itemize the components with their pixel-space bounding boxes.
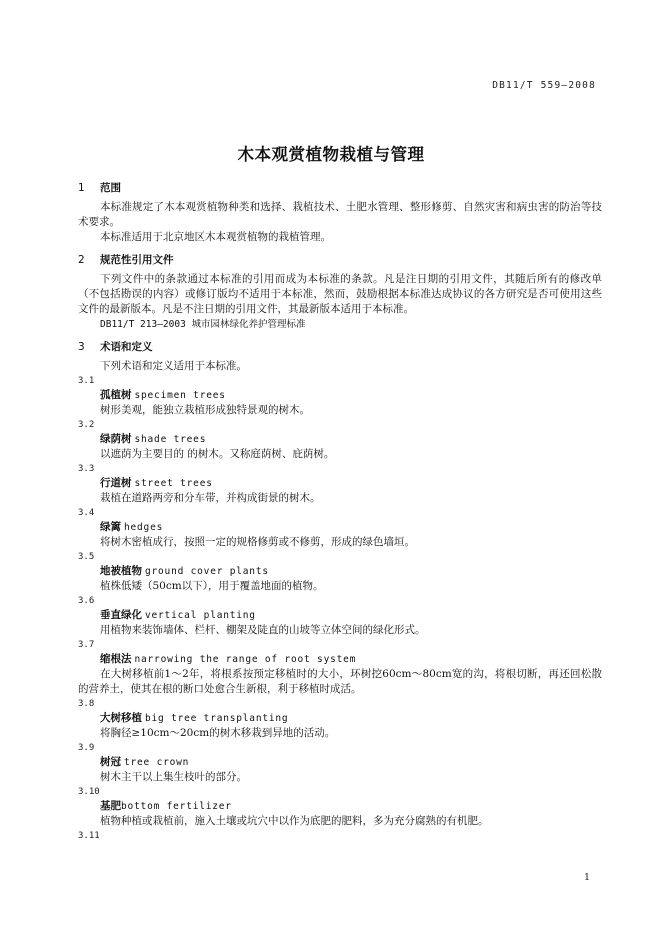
term-chinese: 绿篱: [100, 521, 121, 533]
term-english: street trees: [134, 478, 213, 489]
term-number: 3.7: [78, 640, 95, 650]
scope-paragraph-1: 本标准规定了木本观赏植物种类和选择、栽植技术、土肥水管理、整形修剪、自然灾害和病虫害的防治等技术要求。: [78, 201, 602, 228]
term-entry: [78, 638, 602, 697]
term-definition: 栽植在道路两旁和分车带，并构成街景的树木。: [100, 492, 321, 504]
term-definition: 植株低矮（50cm以下），用于覆盖地面的植物。: [100, 580, 324, 592]
term-number: 3.3: [78, 464, 95, 474]
term-number: 3.9: [78, 743, 95, 753]
term-definition: 在大树移植前1～2年，将根系按预定移植时的大小，环树挖60cm～80cm宽的沟，将根切断，再还回松散的营养土，使其在根的断口处愈合生新根，利于移植时成活。: [78, 668, 602, 695]
term-definition: 以遮荫为主要目的 的树木。又称庭荫树、庇荫树。: [100, 448, 335, 460]
term-entry: [78, 785, 602, 829]
term-english: ground cover plants: [145, 566, 269, 577]
term-definition: 用植物来装饰墙体、栏杆、棚架及陡直的山坡等立体空间的绿化形式。: [100, 624, 426, 636]
term-definition: 树木主干以上集生枝叶的部分。: [100, 771, 247, 783]
standard-code: DB11/T 559—2008: [492, 80, 596, 91]
section-number: 1: [78, 182, 85, 194]
section-heading-scope: [78, 180, 602, 196]
terms-list: [78, 374, 602, 843]
term-definition: 将树木密植成行，按照一定的规格修剪或不修剪，形成的绿色墙垣。: [100, 536, 415, 548]
term-definition: 将胸径≥10cm～20cm的树木移栽到异地的活动。: [100, 727, 336, 739]
scope-paragraph-2: 本标准适用于北京地区木本观赏植物的栽植管理。: [100, 231, 331, 243]
term-entry: [78, 506, 602, 550]
term-english: shade trees: [134, 434, 207, 445]
section-title: 规范性引用文件: [100, 254, 174, 266]
term-chinese: 大树移植: [100, 712, 142, 724]
term-english: bottom fertilizer: [121, 801, 232, 812]
document-body: [78, 180, 602, 843]
term-number: 3.4: [78, 508, 95, 518]
section-heading-references: [78, 252, 602, 268]
term-english: hedges: [124, 522, 164, 533]
section-number: 2: [78, 254, 85, 266]
term-entry: [78, 462, 602, 506]
term-entry: [78, 550, 602, 594]
term-number: 3.1: [78, 376, 95, 386]
term-chinese: 绿荫树: [100, 433, 132, 445]
references-paragraph: 下列文件中的条款通过本标准的引用而成为本标准的条款。凡是注日期的引用文件，其随后所有的修改单（不包括勘误的内容）或修订版均不适用于本标准，然而，鼓励根据本标准达成协议的各方研究是否可使用这些文件的最新版本。凡是不注日期的引用文件，其最新版本适用于本标准。: [78, 273, 602, 315]
term-chinese: 地被植物: [100, 565, 142, 577]
term-english: narrowing the range of root system: [134, 654, 357, 665]
page-number: 1: [583, 872, 590, 883]
term-entry: [78, 741, 602, 785]
term-number: 3.10: [78, 787, 100, 797]
term-number: 3.2: [78, 420, 95, 430]
term-number: 3.8: [78, 699, 95, 709]
term-entry: [78, 374, 602, 418]
term-chinese: 垂直绿化: [100, 609, 142, 621]
term-chinese: 基肥: [100, 800, 121, 812]
terms-intro: 下列术语和定义适用于本标准。: [100, 360, 247, 372]
term-chinese: 树冠: [100, 756, 121, 768]
document-title: 木本观赏植物栽植与管理: [237, 145, 425, 164]
term-english: specimen trees: [134, 390, 226, 401]
section-number: 3: [78, 341, 85, 353]
term-chinese: 孤植树: [100, 389, 132, 401]
term-definition: 植物种植或栽植前，施入土壤或坑穴中以作为底肥的肥料，多为充分腐熟的有机肥。: [100, 815, 489, 827]
section-title: 范围: [100, 182, 121, 194]
term-number: 3.11: [78, 831, 100, 841]
term-english: tree crown: [124, 757, 190, 768]
term-number: 3.5: [78, 552, 95, 562]
term-english: vertical planting: [145, 610, 256, 621]
section-title: 术语和定义: [100, 341, 153, 353]
term-entry: [78, 829, 602, 843]
term-entry: [78, 594, 602, 638]
term-entry: [78, 418, 602, 462]
term-entry: [78, 697, 602, 741]
term-definition: 树形美观，能独立栽植形成独特景观的树木。: [100, 404, 310, 416]
term-number: 3.6: [78, 596, 95, 606]
section-heading-terms: [78, 339, 602, 355]
term-english: big tree transplanting: [145, 713, 289, 724]
term-chinese: 行道树: [100, 477, 132, 489]
term-chinese: 缩根法: [100, 653, 132, 665]
reference-item: DB11/T 213—2003 城市园林绿化养护管理标准: [100, 319, 306, 330]
